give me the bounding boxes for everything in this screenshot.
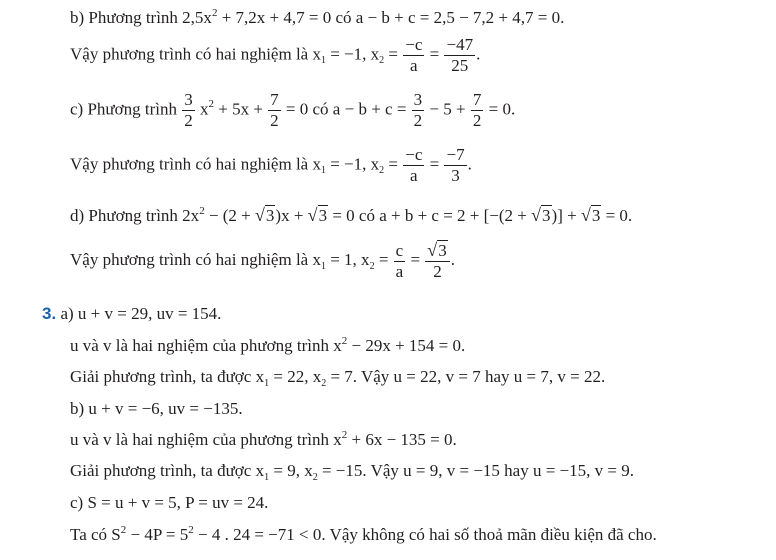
part-c-sum-product: c) S = u + v = 5, P = uv = 24. xyxy=(70,493,269,512)
line-c-roots: Vậy phương trình có hai nghiệm là $x_1 = -1$, $x_2$ = $\frac{-c}{a}$ = $\frac{-7}{3}$ . xyxy=(70,145,472,185)
part-b-equation: u và v là hai nghiệm của phương trình $x^2 + 6x - 135 = 0$. xyxy=(70,429,457,449)
line-c-equation: c) Phương trình $\frac{3}{2}$ $x^2 + 5x$ + $\frac{7}{2}$ = 0 có a − b + c = $\frac{3}{2}$ − 5 + $\frac{7}{2}$ = 0. xyxy=(70,90,516,130)
line-d-roots: Vậy phương trình có hai nghiệm là $x_1 = 1$, $x_2$ = $\frac{c}{a}$ = $\frac{√3}{2}$ . xyxy=(70,240,455,281)
part-a-sum-product: a) u + v = 29, uv = 154. xyxy=(60,304,222,323)
part-b-sum-product: b) u + v = −6, uv = −135. xyxy=(70,399,243,418)
part-c-conclusion: Ta có $S^2 - 4P = 5^2 - 4$ . 24 = −71 < 0. Vậy không có hai số thoả mãn điều kiện đã cho. xyxy=(70,524,657,544)
line-d-equation: d) Phương trình $2x^2 - (2 + √3)x + √3 = 0$ có a + b + c = 2 + [−(2 + √3)] + √3 = 0. xyxy=(70,205,633,225)
exercise-number: 3. xyxy=(42,304,57,323)
part-a-equation: u và v là hai nghiệm của phương trình $x^2 - 29x + 154 = 0$. xyxy=(70,335,466,355)
line-b-roots: Vậy phương trình có hai nghiệm là $x_1 = -1$, $x_2$ = $\frac{-c}{a}$ = $\frac{-47}{25}$ . xyxy=(70,35,481,75)
part-a-solution: Giải phương trình, ta được $x_1 = 22$, $x_2 = 7$. Vậy u = 22, v = 7 hay u = 7, v = 22. xyxy=(70,367,606,389)
line-b-equation: b) Phương trình $2,5x^2 + 7,2x + 4,7 = 0$ có a − b + c = 2,5 − 7,2 + 4,7 = 0. xyxy=(70,7,565,27)
exercise-3 xyxy=(42,305,221,322)
part-b-solution: Giải phương trình, ta được $x_1 = 9$, $x_2 = -15$. Vậy u = 9, v = −15 hay u = −15, v = 9. xyxy=(70,461,634,483)
